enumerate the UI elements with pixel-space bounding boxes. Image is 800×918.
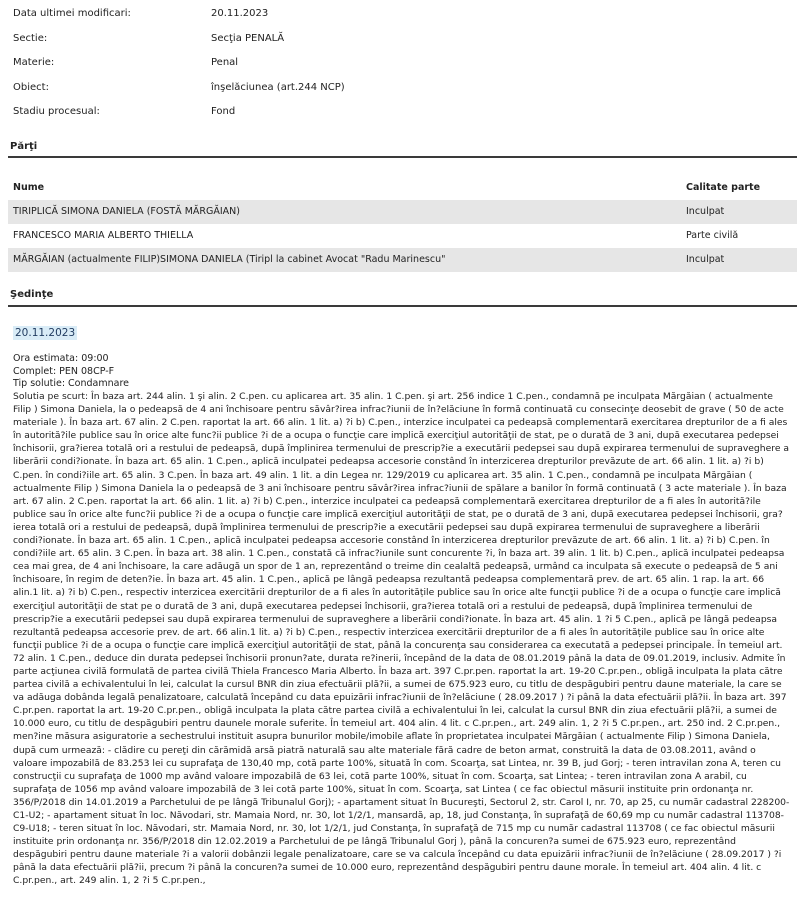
party-role: Inculpat bbox=[686, 254, 725, 265]
detail-value: 20.11.2023 bbox=[211, 8, 269, 19]
detail-row-object bbox=[0, 76, 800, 101]
hearings-heading: Şedinţe bbox=[10, 289, 54, 300]
detail-label: Obiect: bbox=[13, 82, 49, 93]
hearing-solution-summary: Solutia pe scurt: În baza art. 244 alin. 1 şi alin. 2 C.pen. cu aplicarea art. 35 alin. 1 C.pen. şi art. 256 indice 1 C.pen., condamnă pe inculpata Mărgăian ( actualmente Filip ) Simona Daniela, la o pedeapsă de 4 ani închisoare pentru săvâr?irea infrac?iunii de în?elăciune în formă continuată cu consecinţe deosebit de grave ( 50 de acte materiale ). În baza art. 67 alin. 2 C.pen. raportat la art. 66 alin. 1 lit. a) ?i b) C.pen., interzice inculpatei ca pedeapsă complementară exercitarea drepturilor de a fi ales în autorită?ile publice sau în orice alte func?ii publice ?i de a ocupa o funcţie care implică exerciţiul autorităţii de stat, pe o durată de 3 ani, după executarea pedepsei închisorii, gra?ierea totală ori a restului de pedeapsă, după împlinirea termenului de prescrip?ie a executării pedepsei sau după expirarea termenului de supraveghere a liberării condi?ionate. În baza art. 65 alin. 1 C.pen., aplică inculpatei pedeapsa accesorie constând în interzicerea drepturilor prevăzute de art. 66 alin. 1 lit. a) ?i b) C.pen. în condi?iile art. 65 alin. 3 C.pen. În baza art. 49 alin. 1 lit. a din Legea nr. 129/2019 cu aplicarea art. 35 alin. 1 C.pen., condamnă pe inculpata Mărgăian ( actualmente Filip ) Simona Daniela la o pedeapsă de 3 ani închisoare pentru săvâr?irea infrac?iunii de spălare a banilor în formă continuată ( 3 acte materiale ). În baza art. 67 alin. 2 C.pen. raportat la art. 66 alin. 1 lit. a) ?i b) C.pen., interzice inculpatei ca pedeapsă complementară exercitarea drepturilor de a fi ales în autorită?ile publice sau în orice alte func?ii publice ?i de a ocupa o funcţie care implică exerciţiul autorităţii de stat, pe o durată de 3 ani, după executarea pedepsei închisorii, gra?ierea totală ori a restului de pedeapsă, după împlinirea termenului de prescrip?ie a executării pedepsei sau după expirarea termenului de supraveghere a liberării condi?ionate. În baza art. 65 alin. 1 C.pen., aplică inculpatei pedeapsa accesorie constând în interzicerea drepturilor prevăzute de art. 66 alin. 1 lit. a) ?i b) C.pen. în condi?iile art. 65 alin. 3 C.pen. În baza art. 38 alin. 1 C.pen., constată că infrac?iunile sunt concurente ?i, în baza art. 39 alin. 1 lit. b) C.pen., aplică inculpatei pedeapsa cea mai grea, de 4 ani închisoare, la care adăugă un spor de 1 an, reprezentând o treime din cealaltă pedeapsă, urmând ca inculpata să execute o pedeapsă de 5 ani închisoare, în regim de deten?ie. În baza art. 45 alin. 1 C.pen., aplică pe lângă pedeapsa rezultantă pedeapsa complementară prev. de art. 65 alin. 1 rap. la art. 66 alin.1 lit. a) ?i b) C.pen., respectiv interzicea exercitării drepturilor de a fi ales în autoritățile publice sau în orice alte funcţii publice ?i de a ocupa o funcţie care implică exerciţiul autorităţii de stat pe o durată de 3 ani, după executarea pedepsei închisorii, gra?ierea totală ori a restului de pedeapsă, după împlinirea termenului de prescrip?ie a executării pedepsei sau după expirarea termenului de supraveghere a liberării condi?ionate. În baza art. 45 alin. 1 ?i 5 C.pen., aplică pe lângă pedeapsa rezultantă pedeapsa accesorie prev. de art. 66 alin.1 lit. a) ?i b) C.pen., respectiv interzicea exercitării drepturilor de a fi ales în autoritățile publice sau în orice alte funcţii publice ?i de a ocupa o funcţie care implică exerciţiul autorităţii de stat, până la concurenţa sau considerarea ca executată a pedepsei principale. În temeiul art. 72 alin. 1 C.pen., deduce din durata pedepsei închisorii pronun?ate, durata re?inerii, începând de la data de 08.01.2019 până la data de 09.01.2019, inclusiv. Admite în parte acţiunea civilă formulată de partea civilă Thiela Francesco Maria Alberto. În baza art. 397 C.pr.pen. raportat la art. 19-20 C.pr.pen., obligă inculpata la plata către partea civilă a echivalentului în lei, calculat la cursul BNR din ziua efectuării plă?ii, a sumei de 675.923 euro, cu titlu de despăgubiri pentru daune materiale, la care se va adăuga dobânda legală penalizatoare, calculată începând cu data epuizării infrac?iunii de în?elăciune ( 28.09.2017 ) ?i până la data efectuării plă?ii. În baza art. 397 C.pr.pen. raportat la art. 19-20 C.pr.pen., obligă inculpata la plata către partea civilă a echivalentului în lei, calculat la cursul BNR din ziua efectuării plă?ii, a sumei de 10.000 euro, cu titlu de despăgubiri pentru daunele morale suferite. În temeiul art. 404 alin. 4 lit. c C.pr.pen., art. 249 alin. 1, 2 ?i 5 C.pr.pen., art. 250 ind. 2 C.pr.pen., men?ine măsura asiguratorie a sechestrului instituit asupra bunurilor mobile/imobile aflate în proprietatea inculpatei Mărgăian ( actualmente Filip ) Simona Daniela, după cum urmează: - clădire cu pereţi din cărămidă arsă piatră naturală sau alte materiale fără cadre de beton armat, construită la data de 03.08.2011, având o valoare impozabilă de 83.253 lei cu suprafaţa de 130,40 mp, cotă parte 100%, situată în com. Scoarţa, sat Lintea, nr. 39 B, jud Gorj; - teren intravilan zona A, teren cu construcţii cu suprafaţa de 1000 mp având valoare impozabilă de 63 lei, cotă parte 100%, situat în com. Scoarţa, sat Lintea; - teren intravilan zona A arabil, cu suprafaţa de 1056 mp având valoare impozabilă de 3 lei cotă parte 100%, situat în com. Scoarţa, sat Lintea ( ce fac obiectul măsurii instituite prin ordonanţa nr. 356/P/2018 din 14.01.2019 a Parchetului de pe lângă Tribunalul Gorj); - apartament situat în Bucureşti, Sectorul 2, str. Carol I, nr. 70, ap 25, cu număr cadastral 228200-C1-U2; - apartament situat în loc. Năvodari, str. Mamaia Nord, nr. 30, lot 1/2/1, mansardă, ap, 18, jud Constanţa, în suprafaţă de 60,69 mp cu număr cadastral 113708-C9-U18; - teren situat în loc. Năvodari, str. Mamaia Nord, nr. 30, lot 1/2/1, jud Constanţa, în suprafaţă de 715 mp cu număr cadastral 113708 ( ce fac obiectul măsurii instituite prin ordonanţa nr. 356/P/2018 din 12.02.2019 a Parchetului de pe lângă Tribunalul Gorj ), până la concuren?a sumei de 675.923 euro, reprezentând despăgubiri pentru daune materiale ?i a valorii dobânzii legale penalizatoare, care se va calcula începând cu data epuizării infrac?iunii de în?elăciune ( 28.09.2017 ) ?i până la data efectuării plă?ii, precum ?i până la concuren?a sumei de 10.000 euro, reprezentând despăgubiri pentru daune morale. În temeiul art. 404 alin. 4 lit. c C.pr.pen., art. 249 alin. 1, 2 ?i 5 C.pr.pen., bbox=[13, 391, 790, 887]
parties-divider bbox=[8, 156, 797, 158]
column-header-name: Nume bbox=[13, 182, 45, 193]
party-name: FRANCESCO MARIA ALBERTO THIELLA bbox=[13, 230, 194, 241]
detail-label: Sectie: bbox=[13, 33, 48, 44]
party-role: Inculpat bbox=[686, 206, 725, 217]
hearing-estimated-time: Ora estimata: 09:00 bbox=[13, 353, 109, 364]
hearings-divider bbox=[8, 305, 797, 307]
table-row bbox=[8, 224, 797, 248]
detail-value: Penal bbox=[211, 57, 239, 68]
detail-row-stage bbox=[0, 100, 800, 125]
detail-row-matter bbox=[0, 51, 800, 76]
detail-row-section bbox=[0, 27, 800, 52]
detail-value: înşelăciunea (art.244 NCP) bbox=[211, 82, 345, 93]
detail-label: Data ultimei modificari: bbox=[13, 8, 131, 19]
detail-label: Stadiu procesual: bbox=[13, 106, 100, 117]
table-row bbox=[8, 200, 797, 224]
hearing-solution-type: Tip solutie: Condamnare bbox=[13, 378, 130, 389]
party-name: TIRIPLICĂ SIMONA DANIELA (FOSTĂ MĂRGĂIAN) bbox=[13, 206, 240, 217]
parties-heading: Părţi bbox=[10, 141, 38, 152]
detail-value: Secţia PENALĂ bbox=[211, 33, 285, 44]
table-row bbox=[8, 248, 797, 272]
hearing-panel: Complet: PEN 08CP-F bbox=[13, 366, 115, 377]
party-name: MĂRGĂIAN (actualmente FILIP)SIMONA DANIELA (Tiripl la cabinet Avocat "Radu Marinescu" bbox=[13, 254, 446, 265]
parties-table-header bbox=[8, 174, 797, 200]
column-header-role: Calitate parte bbox=[686, 182, 761, 193]
detail-row-last-modified bbox=[0, 2, 800, 27]
detail-label: Materie: bbox=[13, 57, 55, 68]
detail-value: Fond bbox=[211, 106, 236, 117]
hearing-date: 20.11.2023 bbox=[15, 327, 76, 339]
party-role: Parte civilă bbox=[686, 230, 739, 241]
